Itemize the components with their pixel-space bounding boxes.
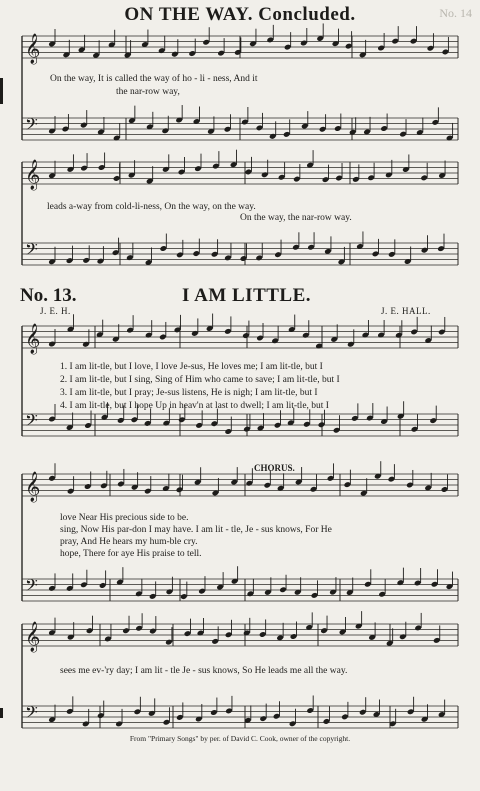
- verse-line-2: 2. I am lit-tle, but I sing, Sing of Him who came to save; I am lit-tle, but I: [60, 375, 340, 385]
- system3-bass-clef: 𝄢: [25, 410, 38, 434]
- system3-treble-clef: 𝄞: [25, 324, 41, 354]
- system4-lyrics-2: sing, Now His par-don I may have. I am lit - tle, Je - sus knows, For He: [60, 525, 332, 535]
- system2-bass-clef: 𝄢: [25, 239, 38, 263]
- page-corner-number: No. 14: [439, 6, 472, 20]
- words-attribution: J. E. H.: [40, 306, 71, 316]
- system5-bass-clef: 𝄢: [25, 702, 38, 726]
- system1-treble-clef: 𝄞: [25, 34, 41, 64]
- system1-lyrics-line2: the nar-row way,: [116, 87, 180, 97]
- copyright-footer: From "Primary Songs" by per. of David C. Cook, owner of the copyright.: [129, 734, 351, 743]
- chorus-label: CHORUS.: [254, 463, 295, 473]
- system5-treble-clef: 𝄞: [25, 622, 41, 652]
- system1-bass-clef: 𝄢: [25, 114, 38, 138]
- page-header-title: ON THE WAY. Concluded.: [124, 4, 356, 25]
- verse-line-4: 4. I am lit-tle, but I hope Up in heav'n at last to dwell; I am lit-tle, but I: [60, 401, 329, 411]
- system2-lyrics-line2: On the way, the nar-row way.: [240, 213, 352, 223]
- system4-treble-clef: 𝄞: [25, 472, 41, 502]
- song-number: No. 13.: [20, 285, 77, 306]
- verse-line-1: 1. I am lit-tle, but I love, I love Je-sus, He loves me; I am lit-tle, but I: [60, 362, 323, 372]
- margin-mark: [0, 78, 3, 104]
- system4-lyrics-4: hope, There for aye His praise to tell.: [60, 549, 202, 559]
- system1-lyrics-line1: On the way, It is called the way of ho - li - ness, And it: [50, 74, 258, 84]
- system2-lyrics-line1: leads a-way from cold-li-ness, On the way, on the way.: [47, 202, 256, 212]
- margin-mark: [0, 708, 3, 718]
- system4-bass-clef: 𝄢: [25, 575, 38, 599]
- system2-treble-clef: 𝄞: [25, 160, 41, 190]
- music-attribution: J. E. HALL.: [381, 306, 431, 316]
- system5-lyrics: sees me ev-'ry day; I am lit - tle Je - sus knows, So He leads me all the way.: [60, 666, 348, 676]
- song-title: I AM LITTLE.: [182, 285, 312, 306]
- system4-lyrics-1: love Near His precious side to be.: [60, 513, 189, 523]
- system4-lyrics-3: pray, And He hears my hum-ble cry.: [60, 537, 198, 547]
- verse-line-3: 3. I am lit-tle, but I pray; Je-sus listens, He is nigh; I am lit-tle, but I: [60, 388, 318, 398]
